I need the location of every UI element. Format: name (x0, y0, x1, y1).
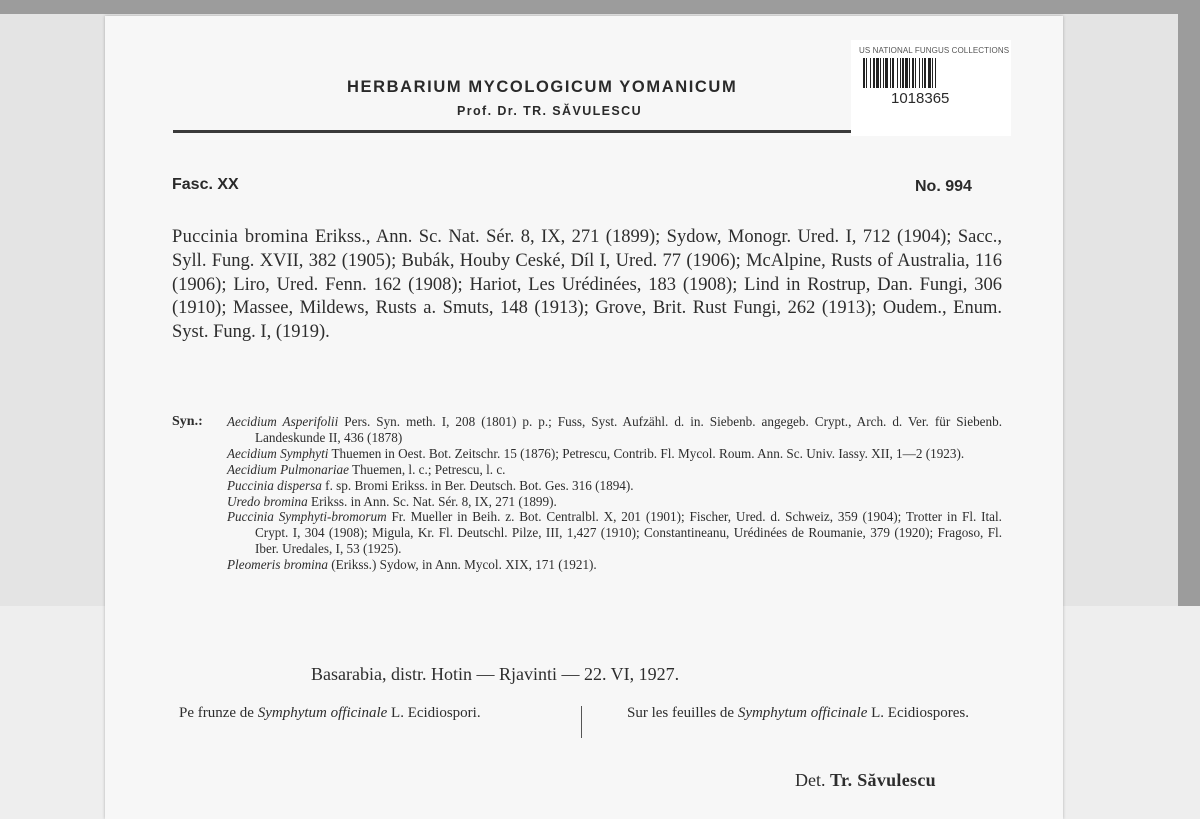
synonym-entry (227, 478, 1002, 494)
synonym-entry (227, 414, 1002, 446)
main-citation (172, 226, 1002, 345)
synonym-entry (227, 494, 1002, 510)
synonym-name: Uredo bromina (227, 493, 308, 509)
synonym-entry (227, 557, 1002, 573)
citation-text: Erikss., Ann. Sc. Nat. Sér. 8, IX, 271 (1899); Sydow, Monogr. Ured. I, 712 (1904); Sacc., Syll. Fung. XVII, 382 (1905); Bubák, Houby Ceské, Díl I, Ured. 77 (1906); McAlpine, Rusts of Australia, 116 (1906); Liro, Ured. Fenn. 162 (1908); Hariot, Les Urédinées, 183 (1908); Lind in Rostrup, Dan. Fungi, 306 (1910); Massee, Mildews, Rusts a. Smuts, 148 (1913); Grove, Brit. Rust Fungi, 262 (1913); Oudem., Enum. Syst. Fung. I, (1919). (172, 227, 1002, 343)
synonym-name: Aecidium Asperifolii (227, 414, 339, 429)
determiner (795, 770, 936, 791)
synonym-name: Aecidium Symphyti (227, 445, 329, 461)
synonym-entry (227, 446, 1002, 462)
barcode-icon (863, 58, 999, 88)
synonym-citation: Pers. Syn. meth. I, 208 (1801) p. p.; Fuss, Syst. Aufzähl. d. in. Siebenb. angegeb. Crypt., Arch. d. Ver. für Siebenb. Landeskunde II, 436 (1878) (255, 414, 1003, 445)
determiner-prefix: Det. (795, 770, 826, 790)
host-prefix: Sur les feuilles de (627, 705, 735, 721)
collection-locality: Basarabia, distr. Hotin — Rjavinti — 22. VI, 1927. (311, 664, 680, 684)
synonym-citation: Erikss. in Ann. Sc. Nat. Sér. 8, IX, 271 (1899). (311, 493, 557, 509)
species-name: Puccinia bromina (172, 227, 309, 247)
host-suffix: L. Ecidiospori. (391, 705, 481, 721)
synonym-citation: Thuemen in Oest. Bot. Zeitschr. 15 (1876); Petrescu, Contrib. Fl. Mycol. Roum. Ann. Sc. Univ. Iassy. XII, 1—2 (1923). (331, 445, 965, 461)
host-french (627, 704, 1005, 723)
specimen-number: No. 994 (915, 178, 972, 195)
synonyms-list (227, 414, 1002, 573)
fascicle-label: Fasc. XX (172, 176, 239, 193)
determiner-name: Tr. Săvulescu (830, 770, 936, 790)
barcode-sticker (851, 40, 1011, 136)
herbarium-editor: Prof. Dr. TR. SĂVULESCU (457, 104, 642, 118)
host-suffix: L. Ecidiospores. (871, 705, 970, 721)
synonym-entry (227, 462, 1002, 478)
host-plant: Symphytum officinale (257, 705, 388, 721)
synonym-entry (227, 509, 1002, 557)
herbarium-title: HERBARIUM MYCOLOGICUM YOMANICUM (347, 78, 738, 96)
synonyms-label: Syn.: (172, 414, 203, 429)
synonym-citation: (Erikss.) Sydow, in Ann. Mycol. XIX, 171 (1921). (331, 557, 597, 573)
host-divider (581, 706, 582, 738)
barcode-number: 1018365 (891, 90, 950, 107)
host-plant: Symphytum officinale (737, 705, 868, 721)
synonym-name: Pleomeris bromina (227, 557, 328, 573)
synonym-citation: f. sp. Bromi Erikss. in Ber. Deutsch. Bot. Ges. 316 (1894). (325, 477, 634, 493)
barcode-caption: US NATIONAL FUNGUS COLLECTIONS (859, 46, 1010, 55)
host-prefix: Pe frunze de (179, 705, 254, 721)
specimen-label (105, 16, 1063, 819)
synonym-name: Puccinia dispersa (227, 477, 322, 493)
synonym-citation: Thuemen, l. c.; Petrescu, l. c. (352, 461, 506, 477)
synonym-name: Puccinia Symphyti-bromorum (227, 509, 387, 525)
synonym-citation: Fr. Mueller in Beih. z. Bot. Centralbl. X, 201 (1901); Fischer, Ured. d. Schweiz, 359 (1904); Trotter in Fl. Ital. Crypt. I, 304 (1908); Migula, Kr. Fl. Deutschl. Pilze, III, 1,427 (1910); Constantineanu, Urédinées de Roumanie, 379 (1920); Fragoso, Fl. Iber. Uredales, I, 53 (1925). (255, 509, 1002, 557)
synonym-name: Aecidium Pulmonariae (227, 461, 349, 477)
barcode-bar (936, 58, 938, 88)
host-romanian (179, 704, 557, 723)
